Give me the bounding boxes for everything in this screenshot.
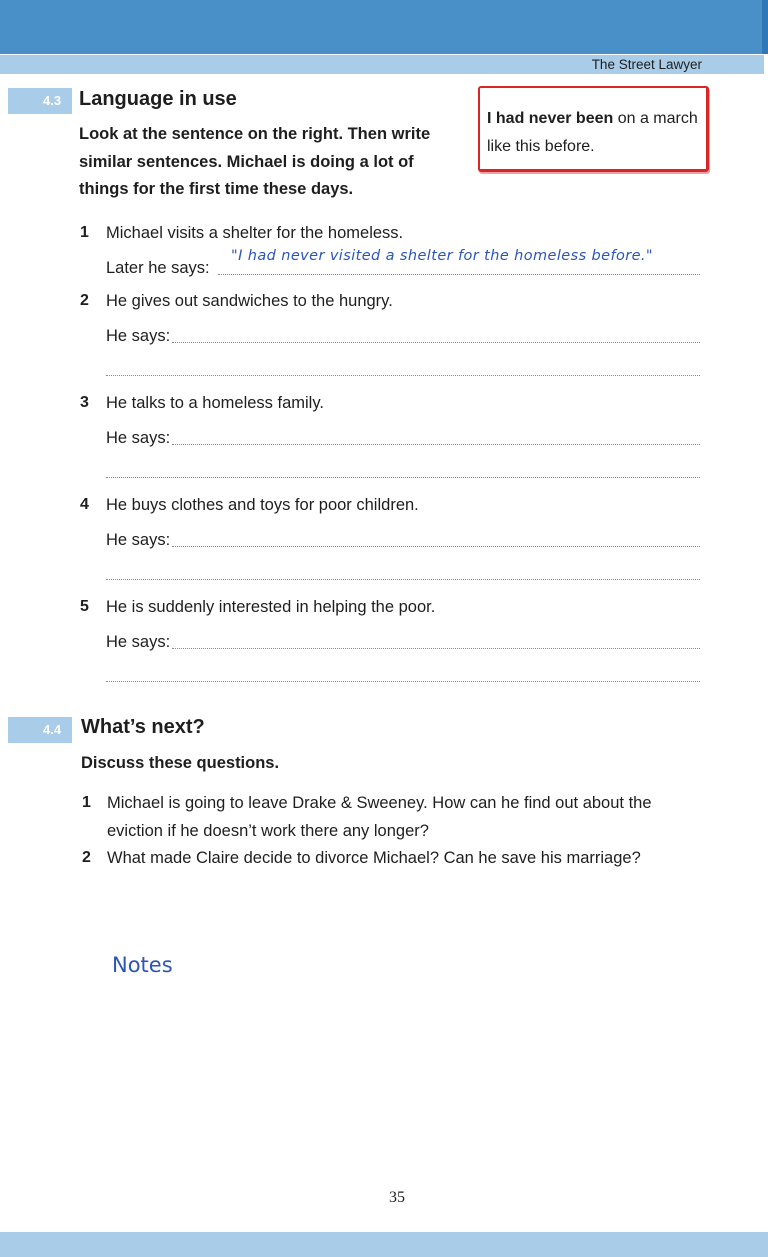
question-text-continued: eviction if he doesn’t work there any longer?: [107, 822, 429, 840]
answer-line[interactable]: [218, 274, 700, 275]
handwritten-notes-label: Notes: [112, 953, 173, 977]
bottom-color-band: [0, 1232, 768, 1257]
section-number-bar: [8, 717, 72, 743]
item-number: 4: [80, 496, 89, 513]
answer-line-continued[interactable]: [106, 681, 700, 682]
item-number: 5: [80, 598, 89, 615]
section-title: Language in use: [79, 88, 237, 110]
instructions: Look at the sentence on the right. Then write similar sentences. Michael is doing a lot of things for the first time these days.: [79, 125, 431, 198]
section-number: 4.3: [43, 93, 62, 108]
section-title: What’s next?: [81, 716, 205, 738]
item-text: He is suddenly interested in helping the poor.: [106, 598, 436, 616]
question-text: What made Claire decide to divorce Michael? Can he save his marriage?: [107, 849, 641, 867]
answer-line[interactable]: [172, 546, 700, 547]
answer-line-continued[interactable]: [106, 579, 700, 580]
says-label: He says:: [106, 327, 171, 345]
says-label: He says:: [106, 429, 171, 447]
section-number: 4.4: [43, 722, 62, 737]
answer-line[interactable]: [172, 444, 700, 445]
says-label: He says:: [106, 633, 171, 651]
top-color-band: [0, 0, 768, 54]
item-number: 3: [80, 394, 89, 411]
item-text: Michael visits a shelter for the homeless.: [106, 224, 404, 242]
example-rest: on a march like this before.: [487, 110, 698, 155]
page-number: 35: [389, 1189, 405, 1206]
item-text: He gives out sandwiches to the hungry.: [106, 292, 393, 310]
top-band-edge: [762, 0, 768, 54]
answer-line[interactable]: [172, 342, 700, 343]
discuss-subtitle: Discuss these questions.: [81, 754, 280, 772]
answer-line-continued[interactable]: [106, 375, 700, 376]
answer-line[interactable]: [172, 648, 700, 649]
says-label: Later he says:: [106, 259, 210, 277]
item-text: He buys clothes and toys for poor children.: [106, 496, 419, 514]
item-text: He talks to a homeless family.: [106, 394, 324, 412]
answer-line-continued[interactable]: [106, 477, 700, 478]
question-text: Michael is going to leave Drake & Sweeney. How can he find out about the: [107, 794, 652, 812]
example-bold: I had never been: [487, 110, 614, 127]
example-sentence-box: [478, 86, 709, 172]
running-title: The Street Lawyer: [591, 57, 702, 72]
question-number: 1: [82, 794, 91, 811]
question-number: 2: [82, 849, 91, 866]
section-number-bar: [8, 88, 72, 114]
item-number: 2: [80, 292, 89, 309]
handwritten-answer: "I had never visited a shelter for the homeless before.": [231, 248, 653, 264]
says-label: He says:: [106, 531, 171, 549]
item-number: 1: [80, 224, 89, 241]
